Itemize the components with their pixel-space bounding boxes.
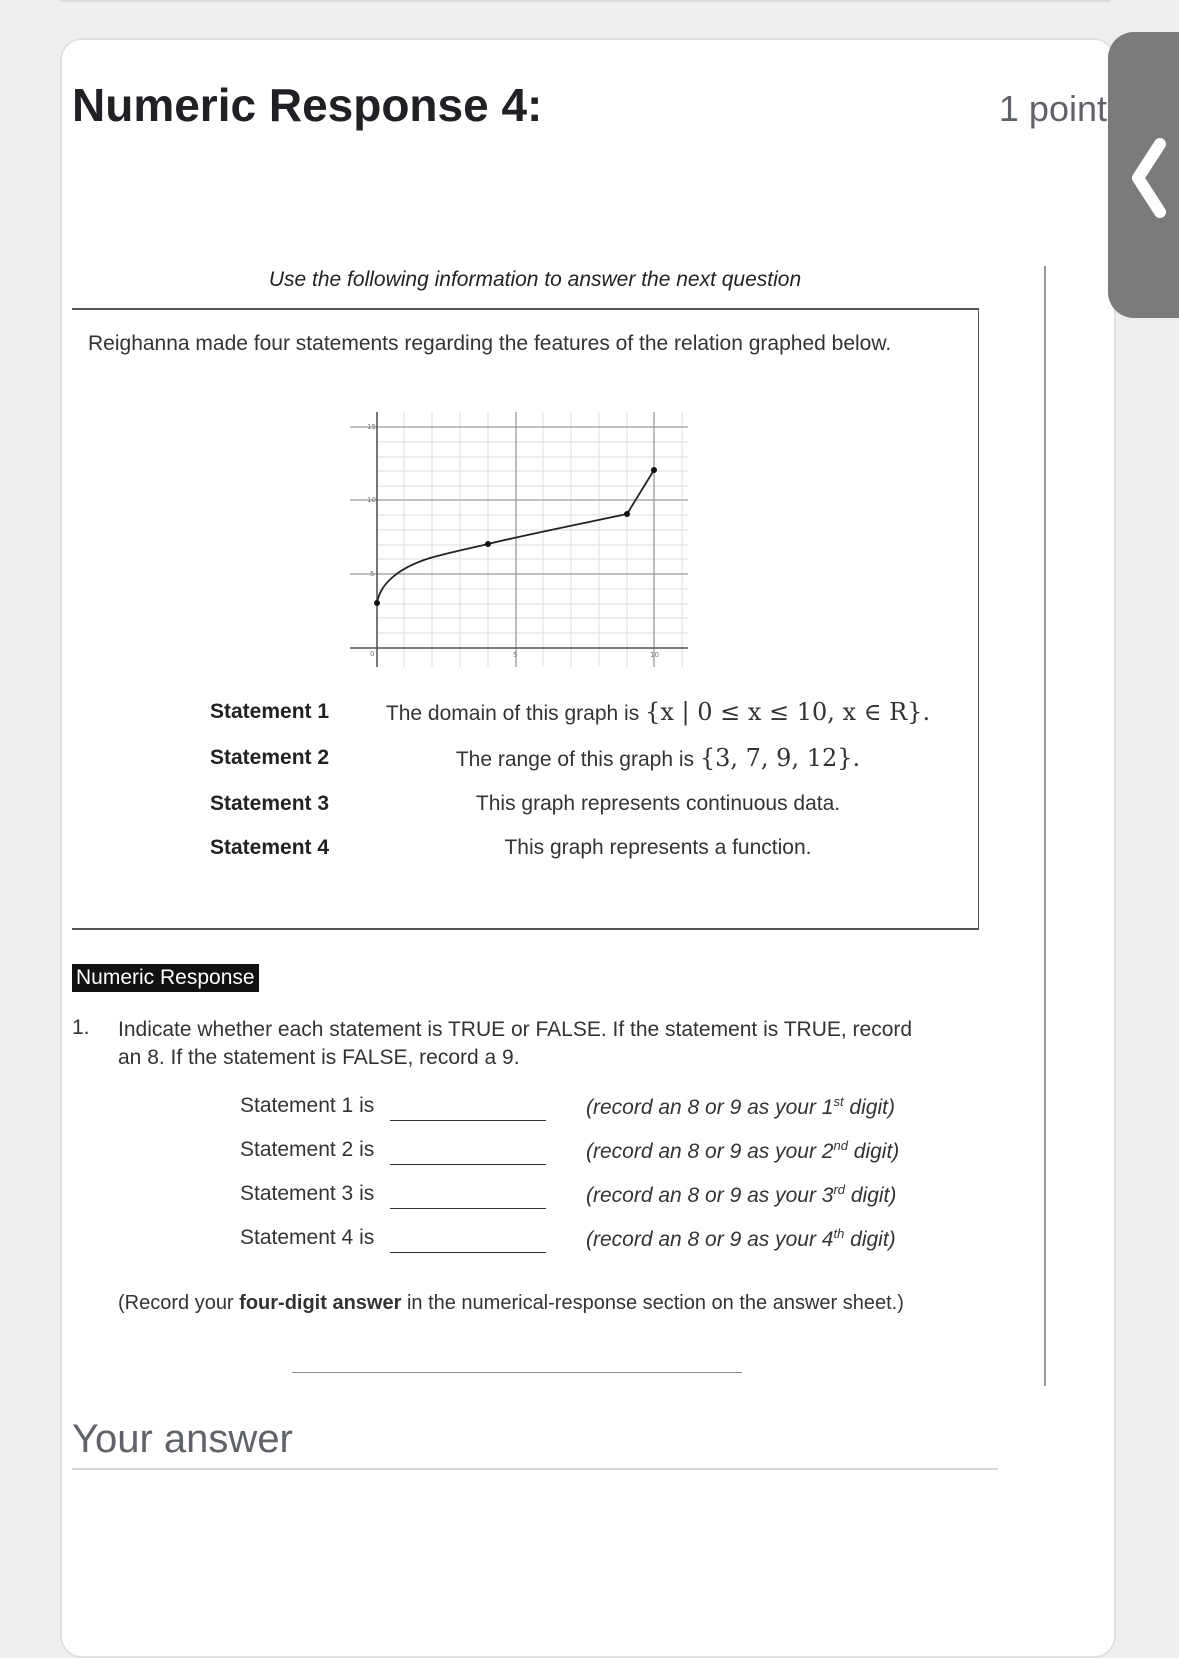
- record-2-blank: [390, 1164, 546, 1165]
- y-tick-label: 15: [367, 423, 376, 431]
- record-2-note: (record an 8 or 9 as your 2nd digit): [586, 1138, 900, 1163]
- statement-4-label: Statement 4: [210, 836, 330, 859]
- item-instructions: Indicate whether each statement is TRUE or FALSE. If the statement is TRUE, record an 8. If the statement is FALSE, record a 9.: [118, 1018, 913, 1069]
- question-image: [72, 220, 998, 1390]
- graph-axes: [350, 412, 688, 667]
- statement-1-text: [378, 698, 938, 726]
- x-tick-label: 10: [650, 651, 659, 659]
- numeric-response-badge: Numeric Response: [72, 964, 259, 992]
- intro-text: Use the following information to answer the next question: [268, 268, 802, 291]
- statement-2-text: [378, 744, 938, 772]
- box-text: Reighanna made four statements regarding the features of the relation graphed below.: [88, 332, 892, 355]
- record-3-note: (record an 8 or 9 as your 3rd digit): [586, 1182, 897, 1207]
- statement-1-prefix: The domain of this graph is: [385, 702, 640, 725]
- y-tick-label: 10: [367, 496, 376, 504]
- x-tick-label: 5: [513, 651, 518, 659]
- information-box: [72, 308, 979, 930]
- record-1-note: (record an 8 or 9 as your 1st digit): [586, 1094, 895, 1119]
- graph-point: [651, 467, 657, 473]
- y-tick-label: 5: [370, 570, 375, 578]
- item-number: 1.: [72, 1016, 90, 1039]
- record-4-blank: [390, 1252, 546, 1253]
- statement-3-text: This graph represents continuous data.: [475, 792, 841, 815]
- graph-point: [624, 511, 630, 517]
- statement-1-math: {x | 0 ≤ x ≤ 10, x ∈ R}.: [645, 698, 931, 726]
- image-bottom-rule: [292, 1372, 742, 1373]
- chevron-left-icon: [1130, 138, 1170, 218]
- top-divider: [60, 0, 1110, 2]
- graph-point: [485, 541, 491, 547]
- statement-1-label: Statement 1: [210, 700, 330, 723]
- question-title: Numeric Response 4:: [72, 79, 543, 131]
- statement-2-label: Statement 2: [210, 746, 330, 769]
- statement-2-math: {3, 7, 9, 12}.: [699, 744, 861, 772]
- record-3-label: Statement 3 is: [240, 1182, 375, 1205]
- statement-2-prefix: The range of this graph is: [455, 748, 694, 771]
- record-instruction: (Record your four-digit answer in the numerical-response section on the answer sheet.): [118, 1292, 904, 1314]
- statement-3-label: Statement 3: [210, 792, 330, 815]
- graph-point: [374, 600, 380, 606]
- statement-4-text: This graph represents a function.: [504, 836, 812, 859]
- relation-graph: [350, 412, 690, 672]
- image-edge-line: [1044, 266, 1046, 1386]
- record-1-label: Statement 1 is: [240, 1094, 375, 1117]
- record-4-label: Statement 4 is: [240, 1226, 375, 1249]
- graph-minor-grid: [377, 412, 688, 667]
- answer-input[interactable]: [72, 1410, 998, 1470]
- record-3-blank: [390, 1208, 546, 1209]
- record-1-blank: [390, 1120, 546, 1121]
- y-tick-label: 0: [370, 650, 375, 658]
- graph-major-grid: [350, 412, 688, 667]
- side-panel-toggle[interactable]: [1108, 32, 1179, 318]
- record-2-label: Statement 2 is: [240, 1138, 375, 1161]
- question-points: 1 point: [998, 88, 1107, 129]
- record-4-note: (record an 8 or 9 as your 4th digit): [586, 1226, 896, 1251]
